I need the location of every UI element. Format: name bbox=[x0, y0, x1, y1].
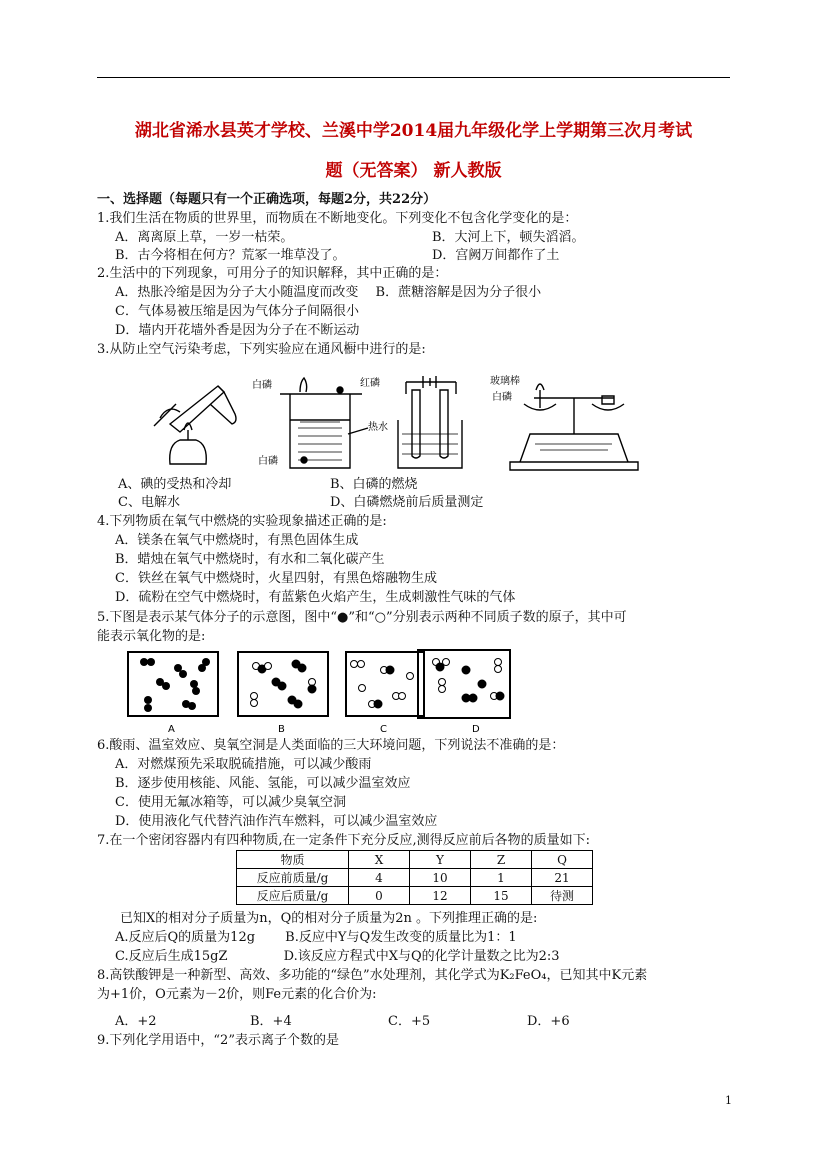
q7-mass-table bbox=[236, 850, 593, 905]
q2-option-ab: A．热胀冷缩是因为分子大小随温度而改变 B．蔗糖溶解是因为分子很小 bbox=[115, 285, 542, 300]
molecule-label-b: B bbox=[278, 724, 285, 735]
q7-options-cd: C.反应后生成15gZ D.该反应方程式中X与Q的化学计量数之比为2:3 bbox=[115, 949, 560, 964]
document-title-line2: 题（无答案） 新人教版 bbox=[325, 161, 502, 181]
q6-option-c: C．使用无氟冰箱等，可以减少臭氧空洞 bbox=[115, 795, 346, 810]
q2-option-d: D．墙内开花墙外香是因为分子在不断运动 bbox=[115, 323, 360, 338]
q6-option-a: A．对燃煤预先采取脱硫措施，可以减少酸雨 bbox=[115, 757, 372, 772]
q3-apparatus-figure bbox=[140, 364, 660, 476]
q6-option-b: B．逐步使用核能、风能、氢能，可以减少温室效应 bbox=[115, 776, 411, 791]
q5-stem-line2: 能表示氧化物的是: bbox=[97, 629, 206, 644]
molecule-label-c: C bbox=[380, 724, 387, 735]
q2-option-c: C．气体易被压缩是因为气体分子间隔很小 bbox=[115, 304, 359, 319]
q8-option-d: D．+6 bbox=[527, 1014, 570, 1029]
molecule-box-d bbox=[418, 650, 510, 718]
q7-stem: 7.在一个密闭容器内有四种物质,在一定条件下充分反应,测得反应前后各物的质量如下: bbox=[97, 833, 591, 848]
q4-option-c: C．铁丝在氧气中燃烧时，火星四射，有黑色熔融物生成 bbox=[115, 571, 437, 586]
phosphorus-combustion-beaker bbox=[280, 378, 368, 468]
balance-apparatus bbox=[510, 384, 638, 470]
table-cell: 4 bbox=[349, 869, 410, 887]
table-cell: 反应前质量/g bbox=[237, 869, 349, 887]
q8-stem-line1: 8.高铁酸钾是一种新型、高效、多功能的“绿色”水处理剂，其化学式为K₂FeO₄，已知其中K元素 bbox=[97, 968, 648, 983]
label-white-phosphorus-3: 白磷 bbox=[492, 392, 512, 403]
table-header-row bbox=[237, 851, 593, 869]
table-header-cell: Y bbox=[410, 851, 471, 869]
table-header-cell: X bbox=[349, 851, 410, 869]
q1-option-d: D．宫阙万间都作了土 bbox=[432, 248, 560, 263]
table-cell: 12 bbox=[410, 887, 471, 905]
table-cell: 反应后质量/g bbox=[237, 887, 349, 905]
q8-option-b: B．+4 bbox=[250, 1014, 292, 1029]
q6-stem: 6.酸雨、温室效应、臭氧空洞是人类面临的三大环境问题，下列说法不准确的是： bbox=[97, 738, 565, 753]
table-cell: 10 bbox=[410, 869, 471, 887]
q1-option-b: B．大河上下，顿失滔滔。 bbox=[432, 230, 585, 245]
q3-option-b: B、白磷的燃烧 bbox=[330, 477, 418, 492]
q6-option-d: D．使用液化气代替汽油作汽车燃料，可以减少温室效应 bbox=[115, 814, 438, 829]
molecule-box-a bbox=[128, 652, 218, 716]
q3-option-c: C、电解水 bbox=[118, 495, 180, 510]
iodine-heating-apparatus bbox=[154, 386, 236, 464]
q3-option-d: D、白磷燃烧前后质量测定 bbox=[330, 495, 484, 510]
table-cell: 待测 bbox=[532, 887, 593, 905]
table-row bbox=[237, 869, 593, 887]
table-header-cell: Z bbox=[471, 851, 532, 869]
q5-molecule-figure bbox=[126, 648, 526, 736]
header-rule bbox=[97, 77, 730, 78]
q1-option-a: A．离离原上草，一岁一枯荣。 bbox=[115, 230, 294, 245]
q1-stem: 1.我们生活在物质的世界里，而物质在不断地变化。下列变化不包含化学变化的是： bbox=[97, 211, 578, 226]
q8-option-c: C．+5 bbox=[388, 1014, 431, 1029]
table-cell: 21 bbox=[532, 869, 593, 887]
section-heading: 一、选择题（每题只有一个正确选项，每题2分，共22分） bbox=[97, 192, 437, 207]
q4-option-b: B．蜡烛在氧气中燃烧时，有水和二氧化碳产生 bbox=[115, 552, 385, 567]
q4-option-d: D．硫粉在空气中燃烧时，有蓝紫色火焰产生，生成刺激性气味的气体 bbox=[115, 590, 516, 605]
table-cell: 15 bbox=[471, 887, 532, 905]
document-title-line1: 湖北省浠水县英才学校、兰溪中学2014届九年级化学上学期第三次月考试 bbox=[134, 121, 693, 141]
q9-stem: 9.下列化学用语中，“2”表示离子个数的是 bbox=[97, 1033, 339, 1048]
q4-stem: 4.下列物质在氧气中燃烧的实验现象描述正确的是: bbox=[97, 514, 387, 529]
table-cell: 1 bbox=[471, 869, 532, 887]
label-white-phosphorus: 白磷 bbox=[252, 380, 272, 391]
molecule-label-d: D bbox=[472, 724, 480, 735]
q2-stem: 2.生活中的下列现象，可用分子的知识解释，其中正确的是： bbox=[97, 266, 448, 281]
q4-option-a: A．镁条在氧气中燃烧时，有黑色固体生成 bbox=[115, 533, 359, 548]
q7-note: 已知X的相对分子质量为n，Q的相对分子质量为2n 。下列推理正确的是: bbox=[120, 911, 538, 926]
water-electrolysis-apparatus bbox=[398, 376, 462, 468]
q3-option-a: A、碘的受热和冷却 bbox=[118, 477, 232, 492]
label-red-phosphorus: 红磷 bbox=[360, 378, 380, 389]
q8-stem-line2: 为+1价，O元素为－2价，则Fe元素的化合价为: bbox=[97, 987, 377, 1002]
label-glass-rod: 玻璃棒 bbox=[490, 376, 520, 387]
q7-options-ab: A.反应后Q的质量为12g B.反应中Y与Q发生改变的质量比为1：1 bbox=[115, 930, 517, 945]
molecule-box-b bbox=[238, 652, 328, 716]
molecule-box-c bbox=[346, 652, 424, 716]
q5-stem-line1: 5.下图是表示某气体分子的示意图，图中“●”和“○”分别表示两种不同质子数的原子，其中可 bbox=[97, 610, 627, 625]
label-hot-water: 热水 bbox=[368, 422, 388, 433]
label-white-phosphorus-2: 白磷 bbox=[258, 456, 278, 467]
q8-option-a: A．+2 bbox=[115, 1014, 157, 1029]
q1-option-c: B．古今将相在何方？荒冢一堆草没了。 bbox=[115, 248, 346, 263]
table-row bbox=[237, 887, 593, 905]
table-header-cell: Q bbox=[532, 851, 593, 869]
table-cell: 0 bbox=[349, 887, 410, 905]
table-header-cell: 物质 bbox=[237, 851, 349, 869]
molecule-label-a: A bbox=[168, 724, 175, 735]
q3-stem: 3.从防止空气污染考虑，下列实验应在通风橱中进行的是: bbox=[97, 342, 426, 357]
page-number: 1 bbox=[725, 1094, 732, 1107]
